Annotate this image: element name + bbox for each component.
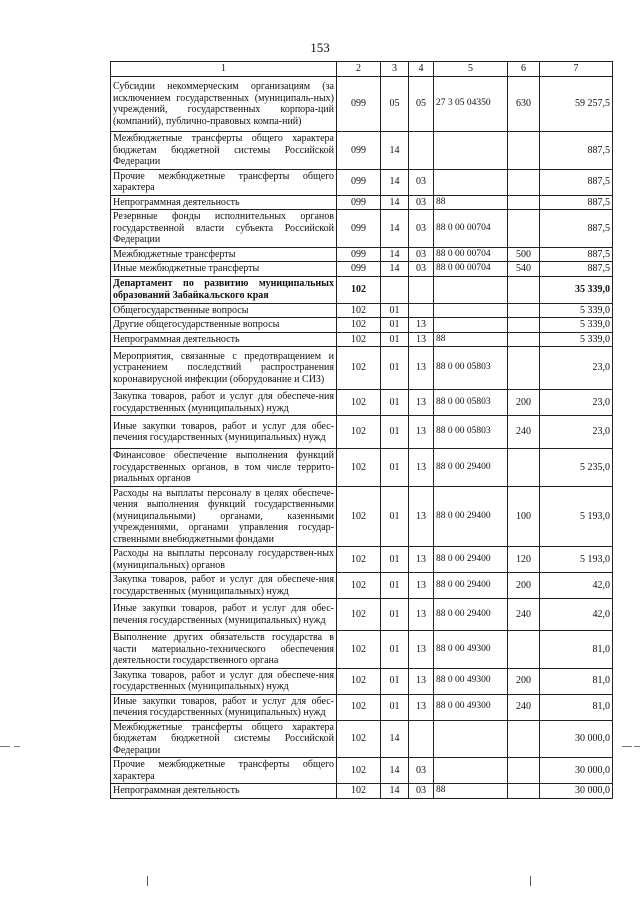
- row-section: 14: [381, 247, 409, 262]
- row-target-code: 88 0 00 29400: [434, 599, 508, 631]
- row-code: 102: [337, 547, 381, 573]
- row-section: 01: [381, 416, 409, 449]
- row-amount: 5 193,0: [540, 486, 613, 547]
- table-row: [111, 318, 613, 333]
- row-section: 01: [381, 318, 409, 333]
- row-amount: 887,5: [540, 195, 613, 210]
- row-subsection: [409, 276, 434, 303]
- row-section: 14: [381, 195, 409, 210]
- table-header-row: [111, 62, 613, 77]
- row-name: Прочие межбюджетные трансферты общего характера: [111, 169, 337, 195]
- row-subsection: 03: [409, 262, 434, 277]
- row-expense-type: 240: [508, 599, 540, 631]
- row-expense-type: [508, 332, 540, 347]
- header-col-4: 4: [409, 62, 434, 77]
- row-code: 102: [337, 720, 381, 758]
- row-name: Межбюджетные трансферты общего характера бюджетам бюджетной системы Российской Федерации: [111, 720, 337, 758]
- row-section: 14: [381, 210, 409, 248]
- row-expense-type: 500: [508, 247, 540, 262]
- row-target-code: 88: [434, 332, 508, 347]
- row-name: Расходы на выплаты персоналу в целях обеспече-чения выполнения функций государственными (муниципальными) органами, казенными учреждениями, органами управления государ-ственными внебюджетными фондами: [111, 486, 337, 547]
- row-target-code: 88 0 00 29400: [434, 486, 508, 547]
- row-code: 099: [337, 169, 381, 195]
- row-target-code: [434, 132, 508, 170]
- row-name: Закупка товаров, работ и услуг для обеспече-ния государственных (муниципальных) нужд: [111, 390, 337, 416]
- row-target-code: [434, 318, 508, 333]
- row-amount: 30 000,0: [540, 784, 613, 799]
- table-row: [111, 720, 613, 758]
- table-row: [111, 573, 613, 599]
- row-amount: 23,0: [540, 390, 613, 416]
- table-row: [111, 449, 613, 487]
- row-code: 102: [337, 449, 381, 487]
- row-amount: 887,5: [540, 169, 613, 195]
- row-section: 01: [381, 694, 409, 720]
- row-amount: 23,0: [540, 347, 613, 390]
- row-amount: 81,0: [540, 631, 613, 669]
- table-row: [111, 195, 613, 210]
- row-target-code: 88 0 00 29400: [434, 449, 508, 487]
- row-target-code: 88 0 00 49300: [434, 668, 508, 694]
- table-row: [111, 486, 613, 547]
- row-section: [381, 276, 409, 303]
- row-name: Общегосударственные вопросы: [111, 303, 337, 318]
- row-expense-type: 120: [508, 547, 540, 573]
- row-expense-type: [508, 758, 540, 784]
- row-section: 01: [381, 631, 409, 669]
- row-target-code: 88 0 00 00704: [434, 210, 508, 248]
- row-amount: 5 339,0: [540, 318, 613, 333]
- header-col-3: 3: [381, 62, 409, 77]
- row-section: 01: [381, 573, 409, 599]
- row-amount: 42,0: [540, 573, 613, 599]
- row-subsection: 13: [409, 631, 434, 669]
- row-expense-type: [508, 276, 540, 303]
- row-amount: 5 339,0: [540, 332, 613, 347]
- row-subsection: 13: [409, 547, 434, 573]
- row-subsection: 13: [409, 449, 434, 487]
- row-subsection: 13: [409, 599, 434, 631]
- row-code: 102: [337, 347, 381, 390]
- row-name: Расходы на выплаты персоналу государствен-ных (муниципальных) органов: [111, 547, 337, 573]
- row-subsection: 13: [409, 318, 434, 333]
- row-amount: 30 000,0: [540, 720, 613, 758]
- row-expense-type: [508, 631, 540, 669]
- row-expense-type: 200: [508, 573, 540, 599]
- row-section: 14: [381, 784, 409, 799]
- table-row: [111, 599, 613, 631]
- row-subsection: 03: [409, 210, 434, 248]
- row-section: 14: [381, 262, 409, 277]
- row-expense-type: [508, 720, 540, 758]
- row-code: 102: [337, 784, 381, 799]
- row-subsection: 05: [409, 77, 434, 132]
- row-name: Закупка товаров, работ и услуг для обеспече-ния государственных (муниципальных) нужд: [111, 573, 337, 599]
- scan-mark-left: [0, 746, 10, 747]
- row-section: 01: [381, 347, 409, 390]
- row-target-code: 88 0 00 05803: [434, 347, 508, 390]
- row-name: Другие общегосударственные вопросы: [111, 318, 337, 333]
- row-subsection: 03: [409, 169, 434, 195]
- row-amount: 887,5: [540, 210, 613, 248]
- row-subsection: 13: [409, 668, 434, 694]
- row-subsection: 13: [409, 390, 434, 416]
- table-row: [111, 276, 613, 303]
- row-code: 099: [337, 262, 381, 277]
- row-subsection: 13: [409, 332, 434, 347]
- table-row: [111, 347, 613, 390]
- table-row: [111, 303, 613, 318]
- row-target-code: [434, 169, 508, 195]
- table-row: [111, 210, 613, 248]
- row-subsection: [409, 303, 434, 318]
- row-code: 102: [337, 573, 381, 599]
- row-subsection: 13: [409, 347, 434, 390]
- row-name: Субсидии некоммерческим организациям (за исключением государственных (муниципаль-ных) учреждений, государственных корпора-ций (компаний), публично-правовых компа-ний): [111, 77, 337, 132]
- row-code: 102: [337, 599, 381, 631]
- header-col-7: 7: [540, 62, 613, 77]
- page-number: 153: [310, 40, 330, 55]
- row-expense-type: [508, 303, 540, 318]
- row-section: 05: [381, 77, 409, 132]
- row-amount: 887,5: [540, 132, 613, 170]
- row-expense-type: [508, 210, 540, 248]
- row-name: Иные закупки товаров, работ и услуг для обес-печения государственных (муниципальных) нужд: [111, 416, 337, 449]
- row-code: 099: [337, 132, 381, 170]
- budget-table: [110, 61, 613, 799]
- row-name: Иные межбюджетные трансферты: [111, 262, 337, 277]
- row-expense-type: [508, 318, 540, 333]
- row-expense-type: 540: [508, 262, 540, 277]
- row-target-code: 88 0 00 05803: [434, 390, 508, 416]
- row-target-code: [434, 720, 508, 758]
- row-expense-type: 200: [508, 668, 540, 694]
- row-subsection: 03: [409, 784, 434, 799]
- row-amount: 81,0: [540, 668, 613, 694]
- row-target-code: 88: [434, 195, 508, 210]
- row-subsection: [409, 132, 434, 170]
- row-name: Прочие межбюджетные трансферты общего характера: [111, 758, 337, 784]
- row-subsection: 13: [409, 416, 434, 449]
- row-code: 102: [337, 332, 381, 347]
- row-amount: 59 257,5: [540, 77, 613, 132]
- row-code: 102: [337, 303, 381, 318]
- table-row: [111, 132, 613, 170]
- row-code: 102: [337, 276, 381, 303]
- row-code: 102: [337, 416, 381, 449]
- header-col-1: 1: [111, 62, 337, 77]
- table-body: [111, 77, 613, 799]
- row-name: Непрограммная деятельность: [111, 195, 337, 210]
- row-code: 102: [337, 486, 381, 547]
- row-expense-type: 630: [508, 77, 540, 132]
- row-name: Резервные фонды исполнительных органов государственной власти субъекта Российской Федерации: [111, 210, 337, 248]
- row-amount: 23,0: [540, 416, 613, 449]
- row-name: Департамент по развитию муниципальных образований Забайкальского края: [111, 276, 337, 303]
- header-col-6: 6: [508, 62, 540, 77]
- row-target-code: 88 0 00 49300: [434, 631, 508, 669]
- row-target-code: [434, 276, 508, 303]
- header-col-2: 2: [337, 62, 381, 77]
- row-target-code: [434, 303, 508, 318]
- table-row: [111, 694, 613, 720]
- row-target-code: 88 0 00 00704: [434, 262, 508, 277]
- row-expense-type: 200: [508, 390, 540, 416]
- table-row: [111, 247, 613, 262]
- row-subsection: 03: [409, 195, 434, 210]
- row-code: 102: [337, 668, 381, 694]
- row-name: Непрограммная деятельность: [111, 784, 337, 799]
- table-row: [111, 332, 613, 347]
- row-target-code: 88 0 00 05803: [434, 416, 508, 449]
- row-subsection: 13: [409, 694, 434, 720]
- row-name: Иные закупки товаров, работ и услуг для обес-печения государственных (муниципальных) нужд: [111, 694, 337, 720]
- row-name: Межбюджетные трансферты общего характера бюджетам бюджетной системы Российской Федерации: [111, 132, 337, 170]
- row-amount: 5 235,0: [540, 449, 613, 487]
- scan-mark-right: [622, 746, 632, 747]
- row-section: 01: [381, 547, 409, 573]
- scan-mark-bottom: [147, 876, 148, 886]
- table-row: [111, 784, 613, 799]
- row-code: 102: [337, 758, 381, 784]
- table-row: [111, 668, 613, 694]
- row-section: 14: [381, 132, 409, 170]
- row-section: 14: [381, 758, 409, 784]
- row-expense-type: [508, 347, 540, 390]
- row-target-code: 27 3 05 04350: [434, 77, 508, 132]
- row-subsection: 03: [409, 247, 434, 262]
- scan-mark-bottom: [530, 876, 531, 886]
- table-row: [111, 547, 613, 573]
- row-name: Непрограммная деятельность: [111, 332, 337, 347]
- row-code: 102: [337, 390, 381, 416]
- row-section: 01: [381, 390, 409, 416]
- row-code: 099: [337, 195, 381, 210]
- table-row: [111, 262, 613, 277]
- row-section: 01: [381, 303, 409, 318]
- row-code: 102: [337, 318, 381, 333]
- table-row: [111, 77, 613, 132]
- header-col-5: 5: [434, 62, 508, 77]
- row-section: 01: [381, 332, 409, 347]
- row-code: 099: [337, 77, 381, 132]
- scan-mark-left: [14, 746, 20, 747]
- row-amount: 81,0: [540, 694, 613, 720]
- row-amount: 35 339,0: [540, 276, 613, 303]
- row-amount: 887,5: [540, 247, 613, 262]
- row-amount: 30 000,0: [540, 758, 613, 784]
- row-subsection: 13: [409, 573, 434, 599]
- row-amount: 887,5: [540, 262, 613, 277]
- row-expense-type: 100: [508, 486, 540, 547]
- table-row: [111, 169, 613, 195]
- row-amount: 5 193,0: [540, 547, 613, 573]
- row-section: 14: [381, 169, 409, 195]
- row-target-code: 88 0 00 29400: [434, 573, 508, 599]
- row-amount: 42,0: [540, 599, 613, 631]
- row-expense-type: [508, 169, 540, 195]
- row-section: 01: [381, 449, 409, 487]
- row-name: Закупка товаров, работ и услуг для обеспече-ния государственных (муниципальных) нужд: [111, 668, 337, 694]
- row-target-code: 88 0 00 00704: [434, 247, 508, 262]
- row-code: 102: [337, 631, 381, 669]
- table-row: [111, 390, 613, 416]
- row-name: Иные закупки товаров, работ и услуг для обес-печения государственных (муниципальных) нужд: [111, 599, 337, 631]
- row-expense-type: 240: [508, 416, 540, 449]
- row-target-code: 88 0 00 29400: [434, 547, 508, 573]
- row-name: Выполнение других обязательств государства в части материально-технического обеспечения деятельности государственного органа: [111, 631, 337, 669]
- row-expense-type: [508, 784, 540, 799]
- row-section: 14: [381, 720, 409, 758]
- row-section: 01: [381, 668, 409, 694]
- row-expense-type: [508, 132, 540, 170]
- row-subsection: 13: [409, 486, 434, 547]
- row-expense-type: [508, 195, 540, 210]
- row-subsection: 03: [409, 758, 434, 784]
- table-row: [111, 758, 613, 784]
- row-section: 01: [381, 486, 409, 547]
- row-name: Финансовое обеспечение выполнения функций государственных органов, в том числе террито-риальных органов: [111, 449, 337, 487]
- row-name: Межбюджетные трансферты: [111, 247, 337, 262]
- row-target-code: 88: [434, 784, 508, 799]
- row-target-code: 88 0 00 49300: [434, 694, 508, 720]
- row-code: 099: [337, 247, 381, 262]
- row-code: 102: [337, 694, 381, 720]
- scan-mark-right: [634, 746, 640, 747]
- row-subsection: [409, 720, 434, 758]
- row-code: 099: [337, 210, 381, 248]
- row-expense-type: [508, 449, 540, 487]
- row-amount: 5 339,0: [540, 303, 613, 318]
- table-row: [111, 416, 613, 449]
- table-row: [111, 631, 613, 669]
- row-target-code: [434, 758, 508, 784]
- row-section: 01: [381, 599, 409, 631]
- row-expense-type: 240: [508, 694, 540, 720]
- row-name: Мероприятия, связанные с предотвращением и устранением последствий распространения коронавирусной инфекции (оборудование и СИЗ): [111, 347, 337, 390]
